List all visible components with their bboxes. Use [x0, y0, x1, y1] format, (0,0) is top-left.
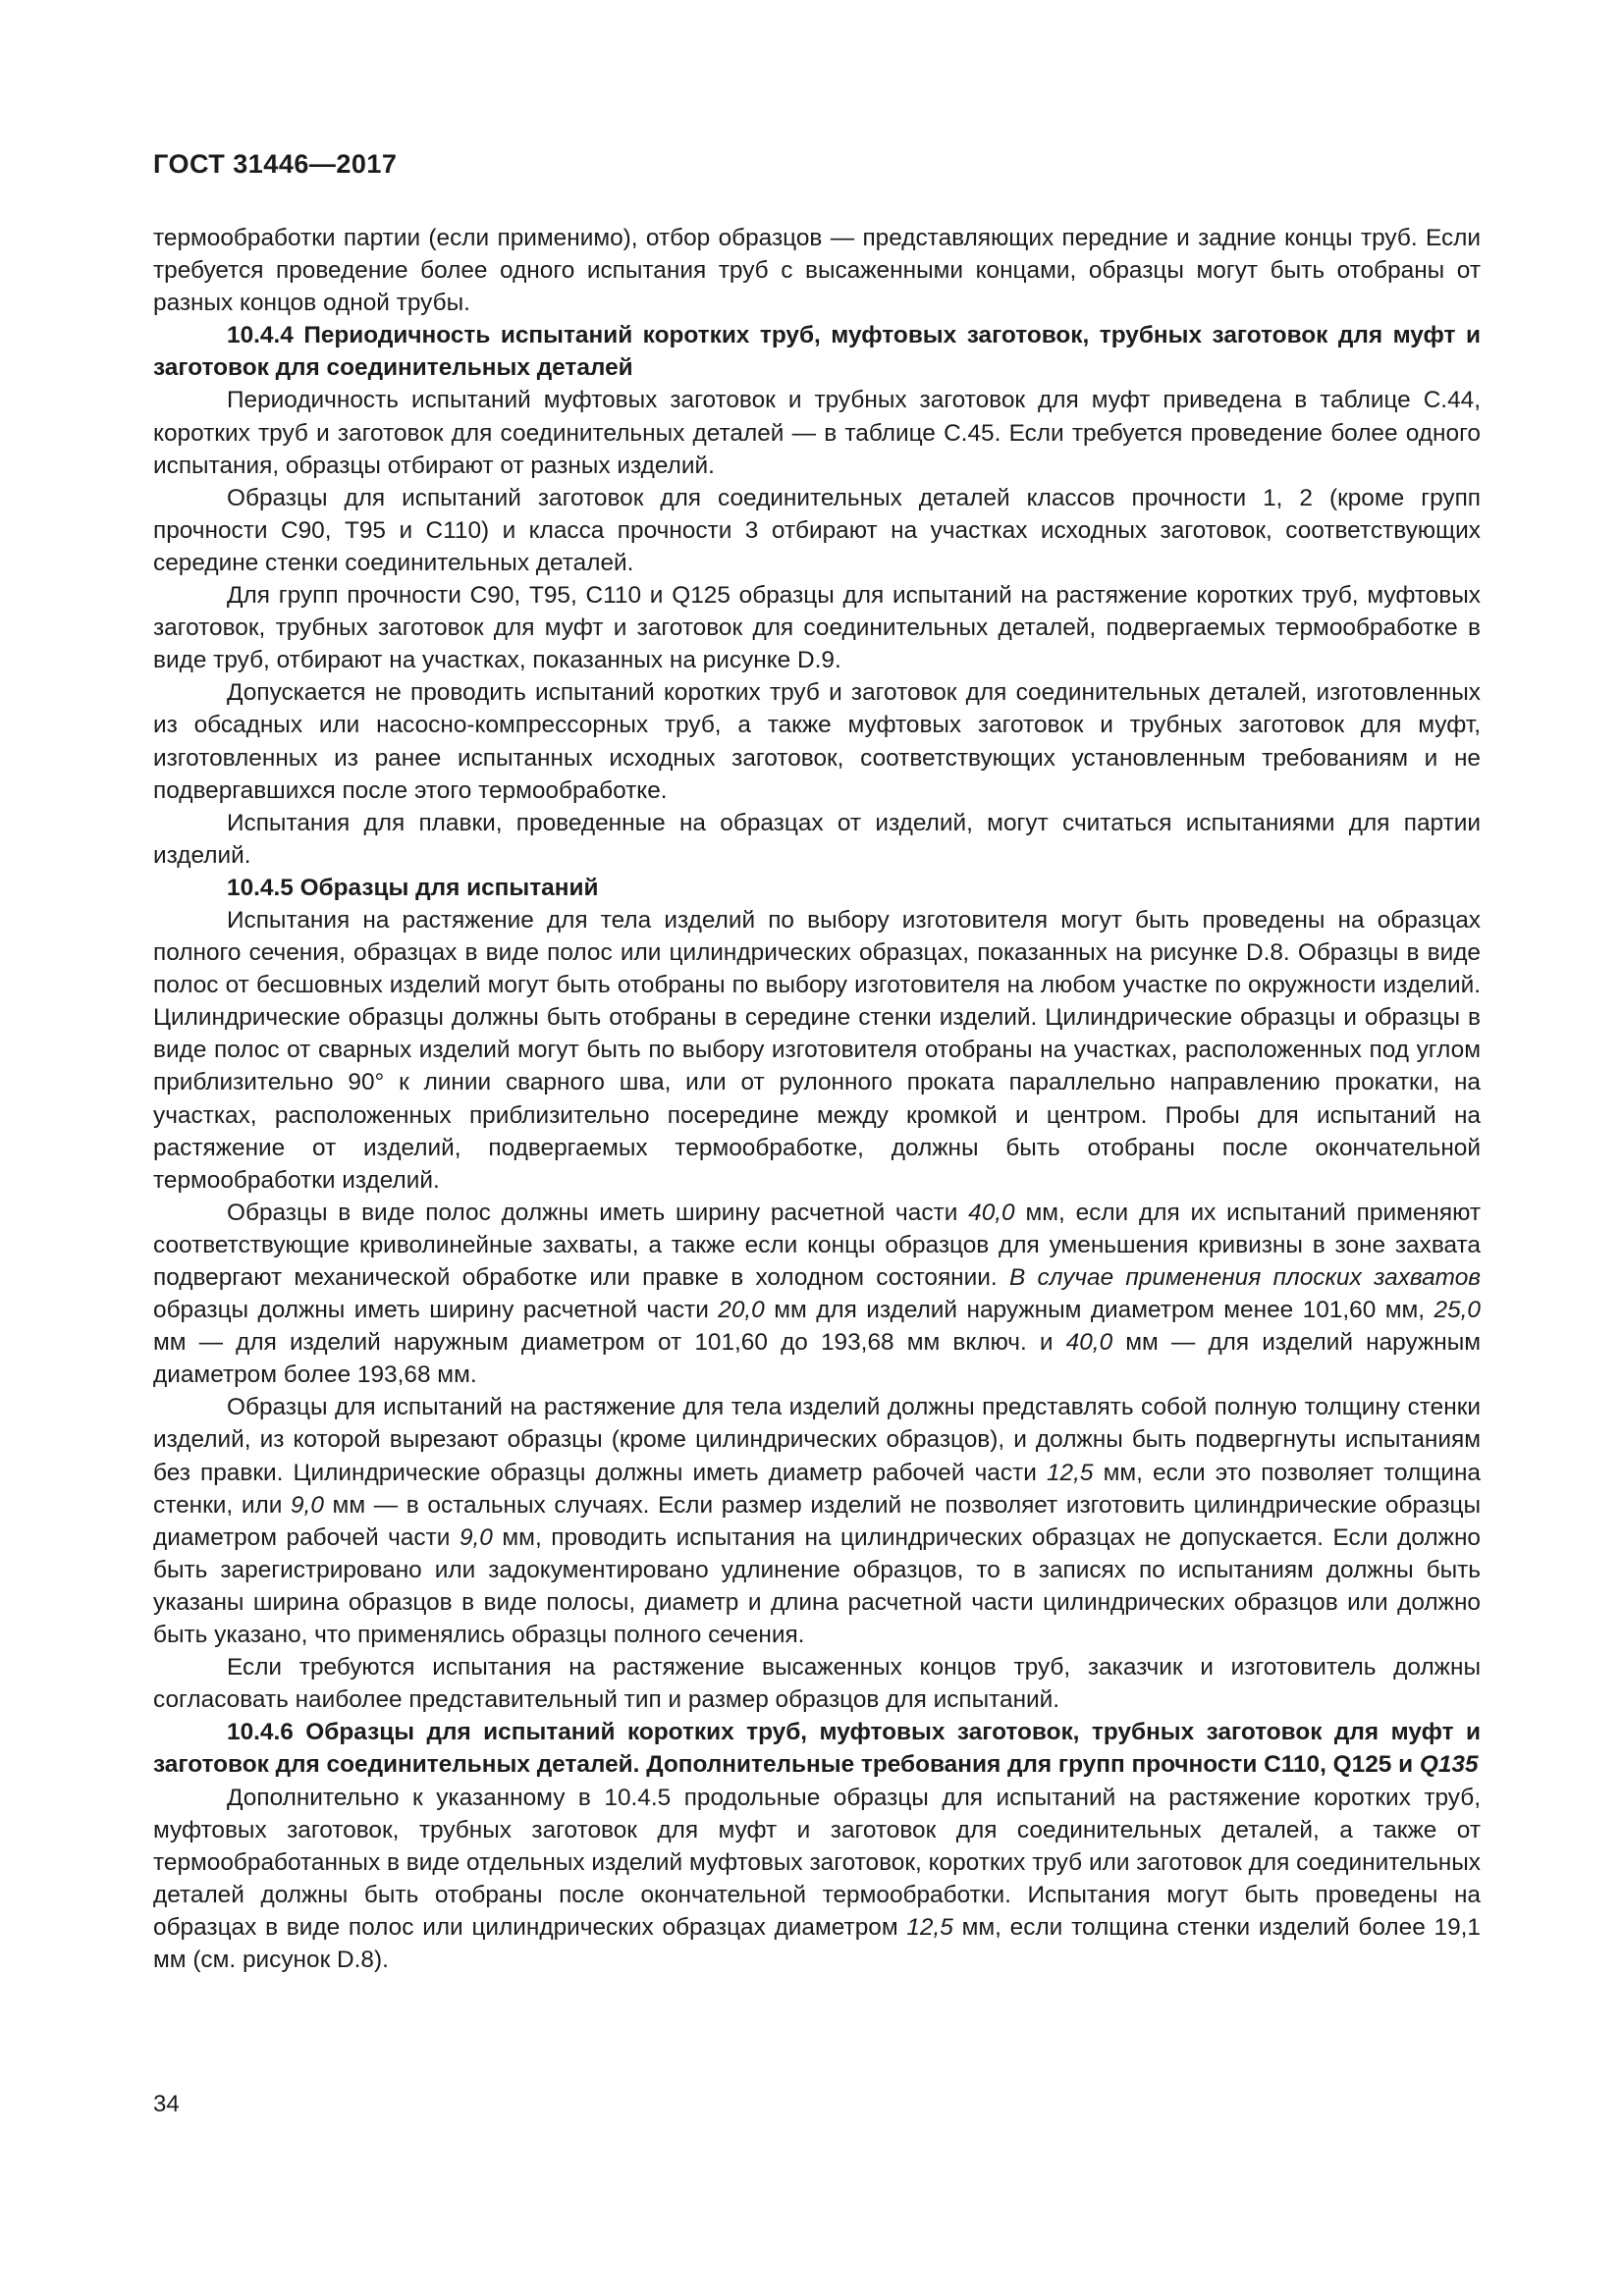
- italic-text-run: Q135: [1419, 1751, 1479, 1779]
- paragraph: [153, 904, 1481, 1197]
- paragraph: [153, 222, 1481, 319]
- section-heading: [153, 319, 1481, 384]
- section-heading: [153, 872, 1481, 904]
- paragraph: [153, 676, 1481, 806]
- text-run: термообработки партии (если применимо), отбор образцов — представляющих передние и задние концы труб. Если требуется проведение более одного испытания труб с высаженными концами, образцы могут быть отобраны от разных концов одной трубы.: [153, 225, 1481, 317]
- paragraph: [153, 1782, 1481, 1977]
- text-run: Испытания для плавки, проведенные на образцах от изделий, могут считаться испытаниями для партии изделий.: [153, 809, 1481, 869]
- text-run: 10.4.6 Образцы для испытаний коротких труб, муфтовых заготовок, трубных заготовок для муфт и заготовок для соединительных деталей. Дополнительные требования для групп прочности С110, Q125 и: [153, 1719, 1481, 1779]
- text-run: Периодичность испытаний муфтовых заготовок и трубных заготовок для муфт приведена в таблице С.44, коротких труб и заготовок для соединительных деталей — в таблице С.45. Если требуется проведение более одного испытания, образцы отбирают от разных изделий.: [153, 387, 1481, 479]
- document-body: [153, 222, 1481, 1976]
- italic-text-run: 9,0: [459, 1523, 493, 1551]
- text-run: мм, проводить испытания на цилиндрических образцах не допускается. Если должно быть зарегистрировано или задокументировано удлинение образцов, то в записях по испытаниям должны быть указаны ширина образцов в виде полосы, диаметр и длина расчетной части цилиндрических образцов или должно быть указано, что применялись образцы полного сечения.: [153, 1523, 1481, 1649]
- text-run: образцы должны иметь ширину расчетной части: [153, 1297, 719, 1324]
- italic-text-run: 20,0: [718, 1297, 765, 1324]
- text-run: 10.4.5 Образцы для испытаний: [227, 874, 599, 901]
- italic-text-run: 12,5: [906, 1913, 953, 1941]
- paragraph: [153, 1197, 1481, 1392]
- italic-text-run: 9,0: [290, 1491, 324, 1519]
- italic-text-run: 40,0: [1065, 1329, 1113, 1357]
- text-run: мм — для изделий наружным диаметром более 193,68 мм.: [153, 1329, 1482, 1389]
- text-run: Образцы для испытаний заготовок для соединительных деталей классов прочности 1, 2 (кроме групп прочности С90, Т95 и С110) и класса прочности 3 отбирают на участках исходных заготовок, соответствующих середине стенки соединительных деталей.: [153, 484, 1481, 576]
- document-header: ГОСТ 31446—2017: [153, 149, 398, 179]
- italic-text-run: 40,0: [968, 1199, 1015, 1226]
- paragraph: [153, 1391, 1481, 1651]
- text-run: Испытания на растяжение для тела изделий по выбору изготовителя могут быть проведены на образцах полного сечения, образцах в виде полос или цилиндрических образцах, показанных на рисунке D.8. Образцы в виде полос от бесшовных изделий могут быть отобраны по выбору изготовителя на любом участке по окружности изделий. Цилиндрические образцы должны быть отобраны в середине стенки изделий. Цилиндрические образцы и образцы в виде полос от сварных изделий могут быть по выбору изготовителя отобраны на участках, расположенных под углом приблизительно 90° к линии сварного шва, или от рулонного проката параллельно направлению прокатки, на участках, расположенных приблизительно посередине между кромкой и центром. Пробы для испытаний на растяжение от изделий, подвергаемых термообработке, должны быть отобраны после окончательной термообработки изделий.: [153, 906, 1481, 1194]
- text-run: мм, если это позволяет толщина стенки, или: [153, 1459, 1481, 1519]
- text-run: Для групп прочности С90, Т95, С110 и Q125 образцы для испытаний на растяжение коротких труб, муфтовых заготовок, трубных заготовок для муфт и заготовок для соединительных деталей, подвергаемых термообработке в виде труб, отбирают на участках, показанных на рисунке D.9.: [153, 582, 1481, 674]
- italic-text-run: 25,0: [1434, 1297, 1481, 1324]
- text-run: мм, если толщина стенки изделий более 19,1 мм (см. рисунок D.8).: [153, 1913, 1481, 1973]
- section-heading: [153, 1716, 1481, 1781]
- paragraph: [153, 482, 1481, 579]
- paragraph: [153, 579, 1481, 676]
- text-run: мм для изделий наружным диаметром менее 101,60 мм,: [764, 1297, 1434, 1324]
- italic-text-run: 12,5: [1046, 1459, 1094, 1486]
- paragraph: [153, 384, 1481, 481]
- page-number: 34: [153, 2091, 180, 2117]
- paragraph: [153, 1651, 1481, 1716]
- text-run: Допускается не проводить испытаний коротких труб и заготовок для соединительных деталей, изготовленных из обсадных или насосно-компрессорных труб, а также муфтовых заготовок и трубных заготовок для муфт, изготовленных из ранее испытанных исходных заготовок, соответствующих установленным требованиям и не подвергавшихся после этого термообработке.: [153, 679, 1481, 804]
- text-run: Дополнительно к указанному в 10.4.5 продольные образцы для испытаний на растяжение коротких труб, муфтовых заготовок, трубных заготовок для муфт и заготовок для соединительных деталей, а также от термообработанных в виде отдельных изделий муфтовых заготовок, коротких труб или заготовок для соединительных деталей должны быть отобраны после окончательной термообработки. Испытания могут быть проведены на образцах в виде полос или цилиндрических образцах диаметром: [153, 1784, 1481, 1941]
- text-run: мм, если для их испытаний применяют соответствующие криволинейные захваты, а также если концы образцов для уменьшения кривизны в зоне захвата подвергают механической обработке или правке в холодном состоянии.: [153, 1199, 1482, 1291]
- italic-text-run: В случае применения плоских захватов: [1008, 1264, 1481, 1291]
- text-run: мм — для изделий наружным диаметром от 101,60 до 193,68 мм включ. и: [153, 1329, 1066, 1357]
- paragraph: [153, 807, 1481, 872]
- text-run: Если требуются испытания на растяжение высаженных концов труб, заказчик и изготовитель должны согласовать наиболее представительный тип и размер образцов для испытаний.: [153, 1654, 1481, 1714]
- text-run: 10.4.4 Периодичность испытаний коротких труб, муфтовых заготовок, трубных заготовок для муфт и заготовок для соединительных деталей: [153, 322, 1481, 382]
- text-run: Образцы для испытаний на растяжение для тела изделий должны представлять собой полную толщину стенки изделий, из которой вырезают образцы (кроме цилиндрических образцов), и должны быть подвергнуты испытаниям без правки. Цилиндрические образцы должны иметь диаметр рабочей части: [153, 1394, 1481, 1486]
- text-run: мм — в остальных случаях. Если размер изделий не позволяет изготовить цилиндрические образцы диаметром рабочей части: [153, 1491, 1482, 1551]
- text-run: Образцы в виде полос должны иметь ширину расчетной части: [227, 1199, 969, 1226]
